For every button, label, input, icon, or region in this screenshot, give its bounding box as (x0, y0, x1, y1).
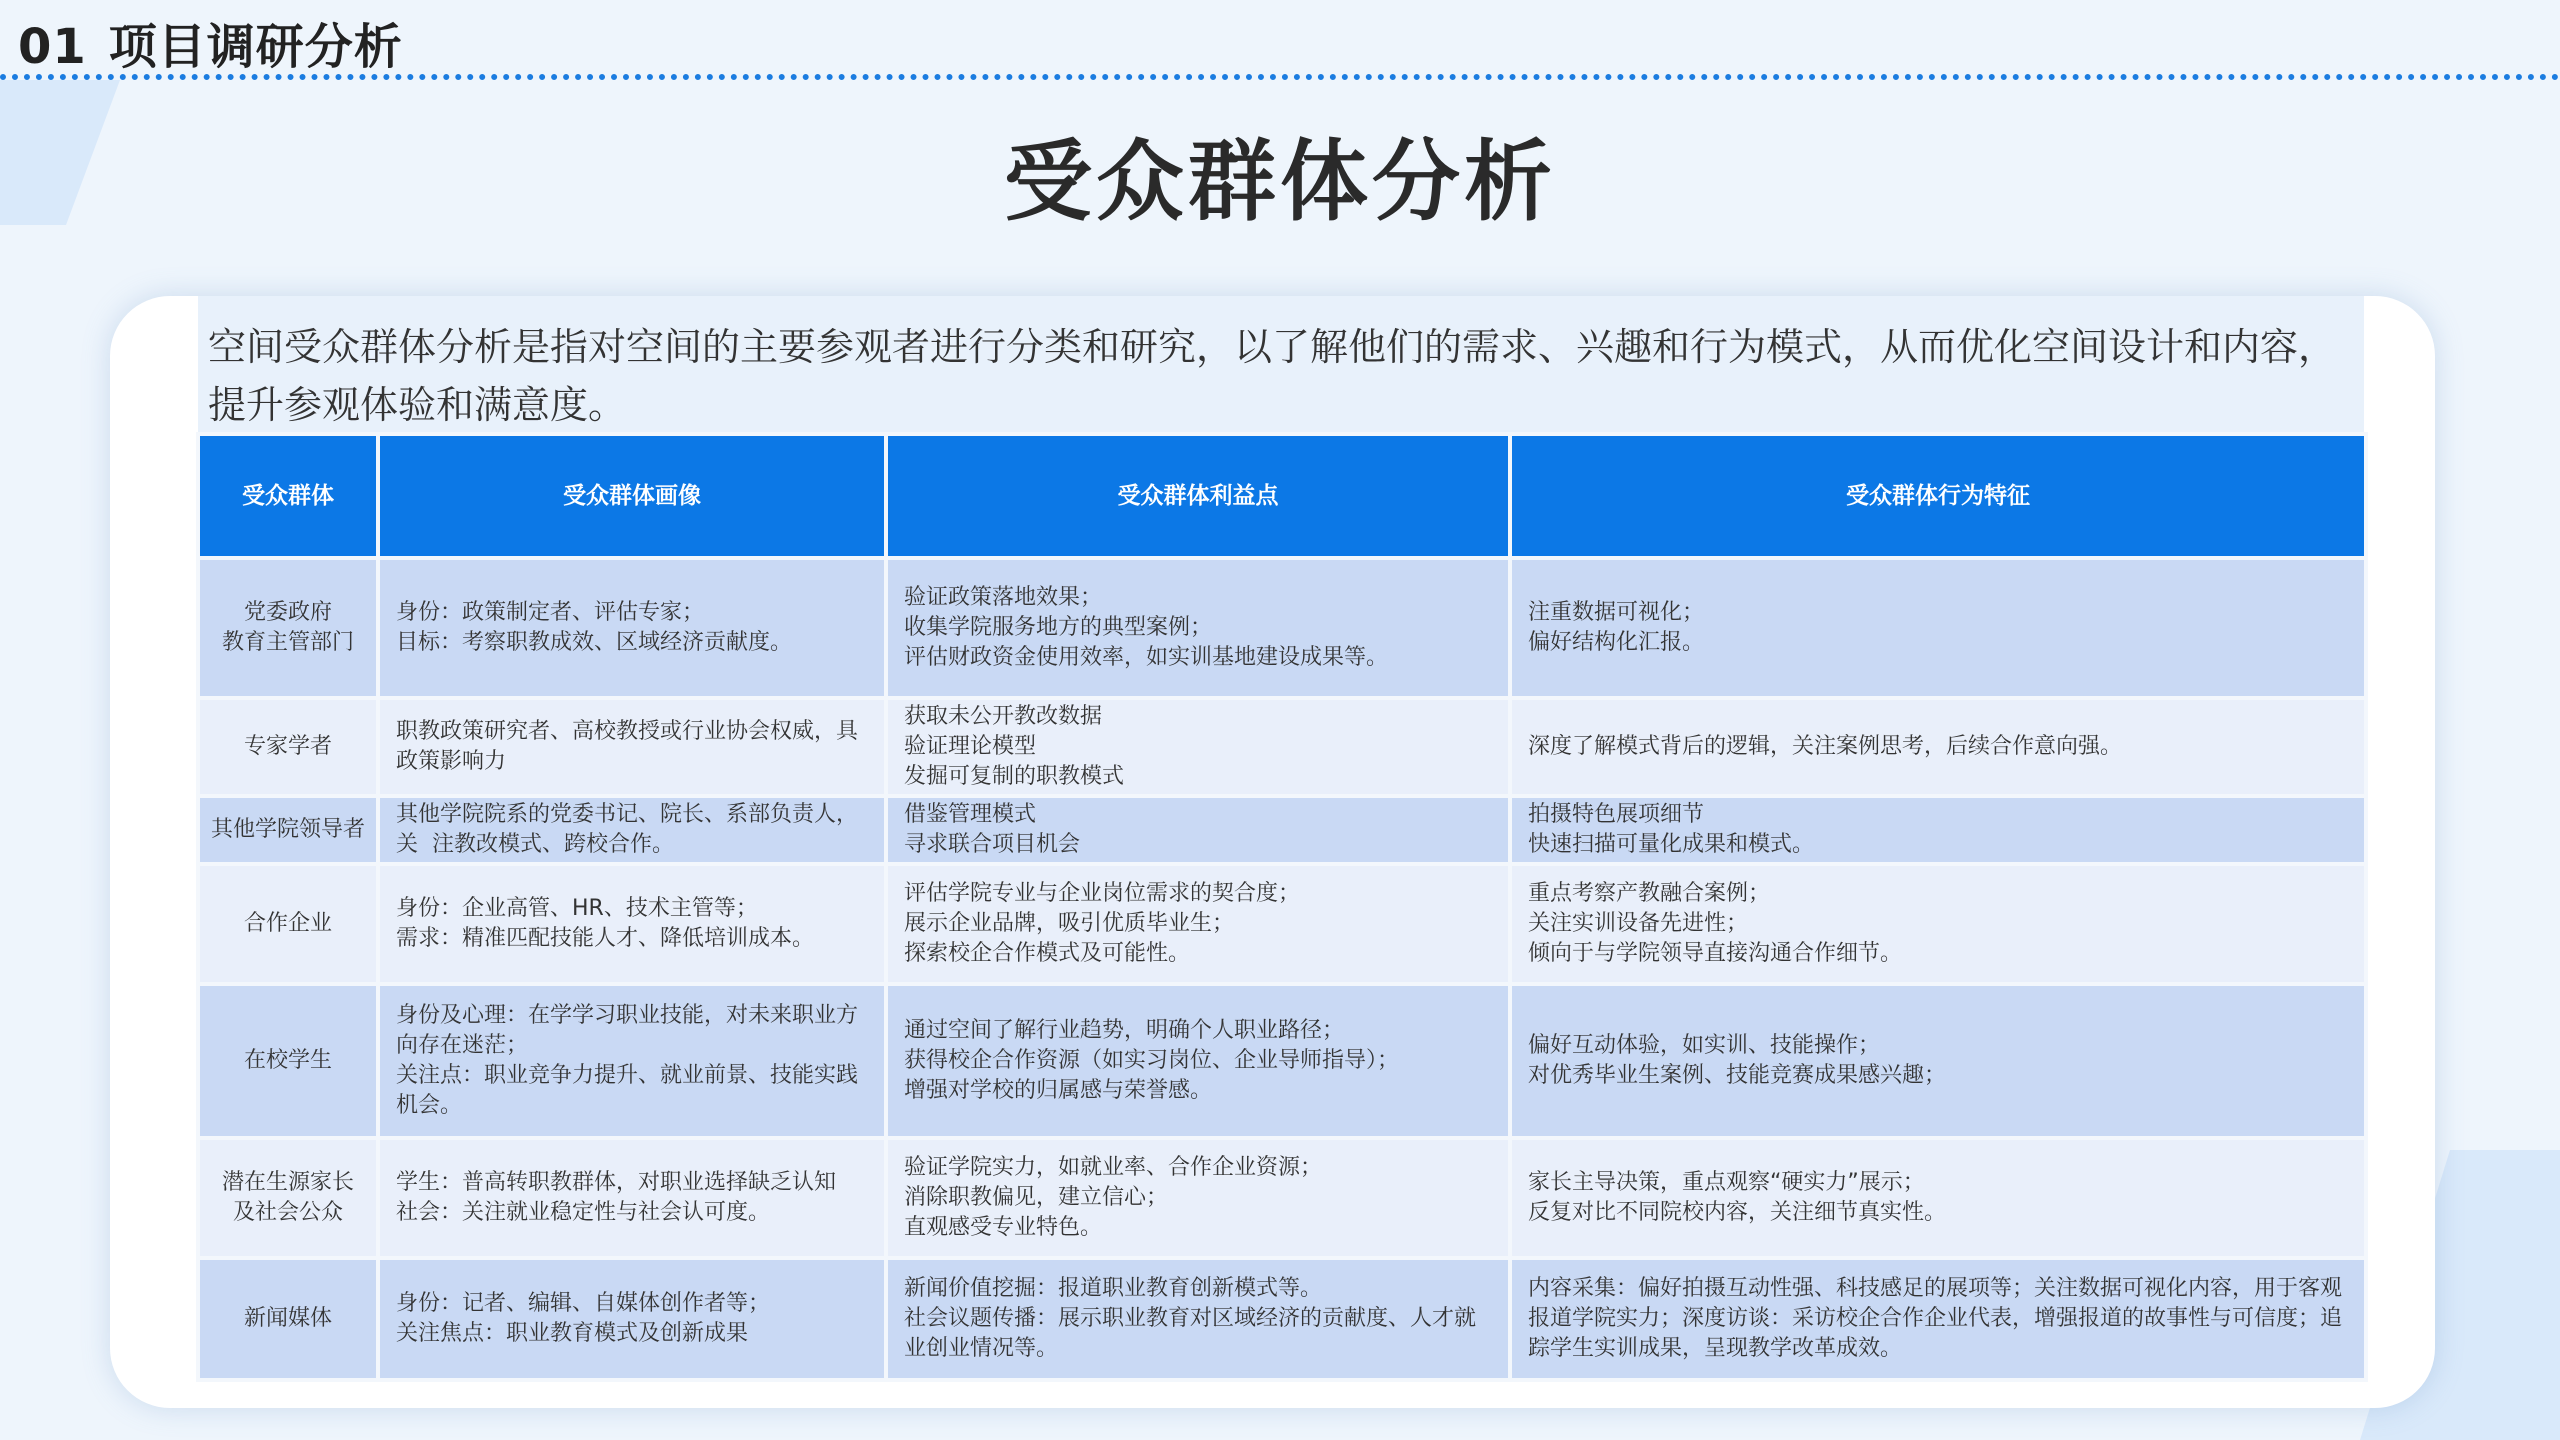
cell-text: 其他学院院系的党委书记、院长、系部负责人，关 注教改模式、跨校合作。 (396, 802, 859, 857)
cell-text: 探索校企合作模式及可能性。 (904, 941, 1191, 966)
section-number: 01 (18, 19, 87, 75)
section-header (18, 8, 403, 77)
cell-text: 目标：考察职教成效、区域经济贡献度。 (396, 630, 793, 655)
cell-text: 党委政府 (243, 600, 332, 625)
header-benefits: 受众群体利益点 (886, 434, 1510, 558)
cell-benefits (886, 864, 1510, 984)
cell-text: 消除职教偏见，建立信心； (904, 1185, 1169, 1210)
cell-behavior (1510, 558, 2366, 698)
cell-text: 需求：精准匹配技能人才、降低培训成本。 (396, 926, 815, 951)
cell-text: 收集学院服务地方的典型案例； (904, 615, 1213, 640)
table-header-row (198, 434, 2366, 558)
cell-text: 借鉴管理模式 (904, 802, 1037, 827)
table-row (198, 796, 2366, 864)
cell-behavior (1510, 1258, 2366, 1380)
page-title: 受众群体分析 (1003, 130, 1556, 233)
cell-text: 社会：关注就业稳定性与社会认可度。 (396, 1200, 771, 1225)
cell-behavior (1510, 984, 2366, 1138)
cell-text: 其他学院领导者 (210, 817, 365, 842)
header-divider (0, 74, 2560, 80)
cell-benefits (886, 698, 1510, 796)
table-row (198, 1258, 2366, 1380)
cell-text: 身份：记者、编辑、自媒体创作者等； (396, 1291, 771, 1316)
cell-text: 教育主管部门 (221, 630, 354, 655)
cell-text: 直观感受专业特色。 (904, 1215, 1103, 1240)
cell-portrait (378, 864, 886, 984)
cell-group (198, 796, 378, 864)
cell-text: 专家学者 (243, 734, 332, 759)
header-behavior: 受众群体行为特征 (1510, 434, 2366, 558)
cell-text: 身份：企业高管、HR、技术主管等； (396, 896, 758, 921)
cell-text: 增强对学校的归属感与荣誉感。 (904, 1078, 1213, 1103)
section-title: 项目调研分析 (108, 19, 403, 75)
cell-text: 验证学院实力，如就业率、合作企业资源； (904, 1155, 1323, 1180)
table-row (198, 698, 2366, 796)
table-row (198, 558, 2366, 698)
cell-text: 倾向于与学院领导直接沟通合作细节。 (1528, 941, 1903, 966)
cell-text: 发掘可复制的职教模式 (904, 764, 1125, 789)
cell-group (198, 1138, 378, 1258)
cell-text: 偏好结构化汇报。 (1528, 630, 1705, 655)
cell-text: 新闻价值挖掘：报道职业教育创新模式等。 (904, 1276, 1323, 1301)
cell-text: 关注点：职业竞争力提升、就业前景、技能实践机会。 (396, 1063, 859, 1118)
cell-text: 通过空间了解行业趋势，明确个人职业路径； (904, 1018, 1345, 1043)
cell-group (198, 1258, 378, 1380)
cell-behavior (1510, 1138, 2366, 1258)
cell-text: 寻求联合项目机会 (904, 832, 1081, 857)
cell-text: 偏好互动体验，如实训、技能操作； (1528, 1033, 1881, 1058)
cell-benefits (886, 984, 1510, 1138)
cell-group (198, 698, 378, 796)
cell-text: 拍摄特色展项细节 (1528, 802, 1705, 827)
cell-text: 社会议题传播：展示职业教育对区域经济的贡献度、人才就业创业情况等。 (904, 1306, 1477, 1361)
cell-benefits (886, 1258, 1510, 1380)
intro-paragraph: 空间受众群体分析是指对空间的主要参观者进行分类和研究，以了解他们的需求、兴趣和行为模式，从而优化空间设计和内容，提升参观体验和满意度。 (198, 296, 2364, 436)
cell-behavior (1510, 698, 2366, 796)
cell-text: 职教政策研究者、高校教授或行业协会权威，具政策影响力 (396, 719, 859, 774)
cell-behavior (1510, 796, 2366, 864)
cell-text: 及社会公众 (232, 1200, 343, 1225)
cell-text: 获得校企合作资源（如实习岗位、企业导师指导）； (904, 1048, 1400, 1073)
cell-portrait (378, 698, 886, 796)
cell-text: 学生：普高转职教群体，对职业选择缺乏认知 (396, 1170, 837, 1195)
cell-text: 关注实训设备先进性； (1528, 911, 1749, 936)
cell-text: 内容采集：偏好拍摄互动性强、科技感足的展项等；关注数据可视化内容，用于客观报道学院实力；深度访谈：采访校企合作企业代表，增强报道的故事性与可信度；追踪学生实训成果，呈现教学改革成效。 (1528, 1276, 2343, 1361)
table-row (198, 984, 2366, 1138)
cell-group (198, 984, 378, 1138)
cell-text: 注重数据可视化； (1528, 600, 1705, 625)
table-row (198, 864, 2366, 984)
table-body (198, 558, 2366, 1380)
cell-group (198, 558, 378, 698)
cell-benefits (886, 1138, 1510, 1258)
cell-text: 在校学生 (243, 1048, 332, 1073)
audience-table (196, 432, 2368, 1382)
cell-portrait (378, 558, 886, 698)
table-row (198, 1138, 2366, 1258)
cell-text: 快速扫描可量化成果和模式。 (1528, 832, 1815, 857)
cell-group (198, 864, 378, 984)
cell-portrait (378, 796, 886, 864)
cell-text: 获取未公开教改数据 (904, 704, 1103, 729)
cell-portrait (378, 1258, 886, 1380)
cell-portrait (378, 1138, 886, 1258)
cell-text: 深度了解模式背后的逻辑，关注案例思考，后续合作意向强。 (1528, 734, 2123, 759)
cell-text: 身份及心理：在学学习职业技能，对未来职业方向存在迷茫； (396, 1003, 859, 1058)
cell-benefits (886, 558, 1510, 698)
cell-portrait (378, 984, 886, 1138)
cell-text: 评估财政资金使用效率，如实训基地建设成果等。 (904, 645, 1389, 670)
header-group: 受众群体 (198, 434, 378, 558)
cell-text: 新闻媒体 (243, 1306, 332, 1331)
cell-text: 对优秀毕业生案例、技能竞赛成果感兴趣； (1528, 1063, 1947, 1088)
cell-text: 身份：政策制定者、评估专家； (396, 600, 705, 625)
cell-text: 反复对比不同院校内容，关注细节真实性。 (1528, 1200, 1947, 1225)
cell-benefits (886, 796, 1510, 864)
cell-text: 展示企业品牌，吸引优质毕业生； (904, 911, 1235, 936)
cell-text: 重点考察产教融合案例； (1528, 881, 1771, 906)
cell-text: 潜在生源家长 (221, 1170, 354, 1195)
cell-behavior (1510, 864, 2366, 984)
cell-text: 关注焦点：职业教育模式及创新成果 (396, 1321, 749, 1346)
cell-text: 验证政策落地效果； (904, 585, 1103, 610)
cell-text: 评估学院专业与企业岗位需求的契合度； (904, 881, 1301, 906)
cell-text: 验证理论模型 (904, 734, 1037, 759)
cell-text: 合作企业 (243, 911, 332, 936)
header-portrait: 受众群体画像 (378, 434, 886, 558)
cell-text: 家长主导决策，重点观察“硬实力”展示； (1528, 1170, 1925, 1195)
